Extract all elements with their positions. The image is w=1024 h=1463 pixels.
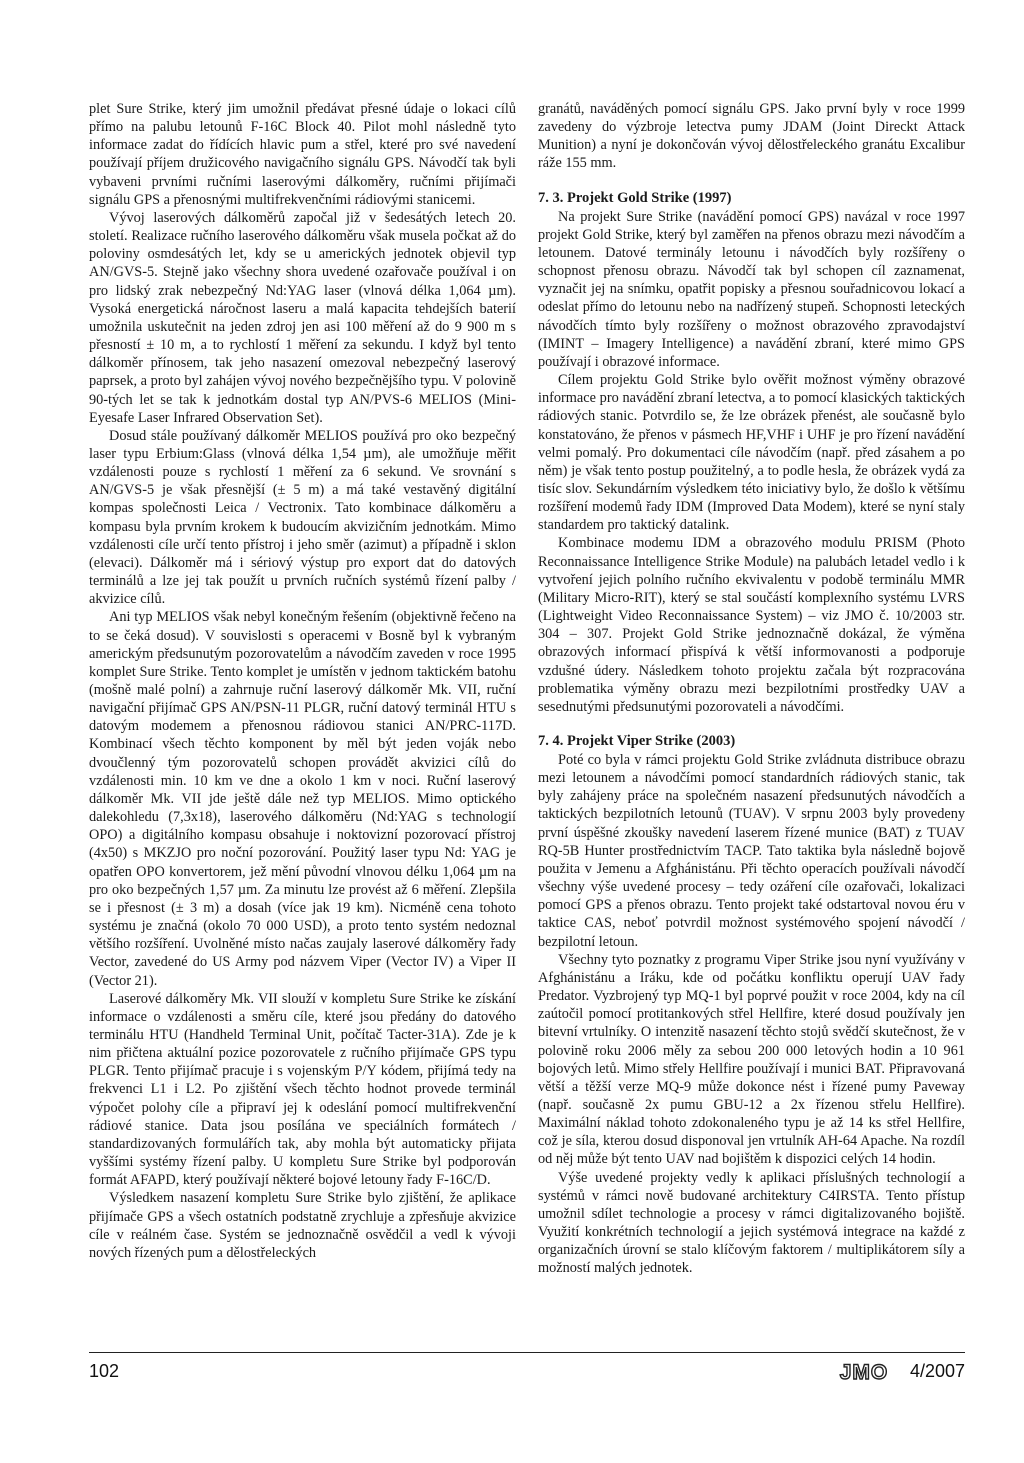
- page-number: 102: [89, 1361, 120, 1381]
- section-heading: 7. 4. Projekt Viper Strike (2003): [538, 733, 736, 749]
- paragraph: Cílem projektu Gold Strike bylo ověřit možnost výměny obrazové informace pro navádění zbraní letectva, a to pomocí klasických taktických rádiových stanic. Potvrdilo se, že lze obrázek přenést, ale současně bylo konstatováno, že přenos v pásmech HF,VHF i UHF je pro řízení navádění velmi pomalý. Pro dokumentaci cíle návodčím (např. před zásahem a po něm) je však tento postup použitelný, a to podle hesla, že obrázek vydá za tisíc slov. Sekundárním výsledkem této iniciativy bylo, že došlo k většímu rozšíření modemů řady IDM (Improved Data Modem), které se nyní staly standardem pro taktický datalink.: [538, 372, 965, 534]
- footer-divider: [89, 1352, 965, 1353]
- paragraph: Laserové dálkoměry Mk. VII slouží v kompletu Sure Strike ke získání informace o vzdálenosti a směru cíle, které jsou předány do datového terminálu HTU (Handheld Terminal Unit, počítač Tacter-31A). Zde je k nim přičtena aktuální pozice pozorovatele z ručního přijímače GPS typu PLGR. Tento přijímač pracuje i s vojenským P/Y kódem, přijímá tedy na frekvenci L1 i L2. Po zjištění všech těchto hodnot provede terminál výpočet polohy cíle a připraví jej k odeslání pomocí multifrekvenční rádiové stanice. Data jsou posílána ve speciálních formátech / standardizovaných formulářích tak, aby mohla být automaticky přijata vyššími systémy řízení palby. U kompletu Sure Strike byl podporován formát AFAPD, který používají některé bojové letouny řady F-16C/D.: [89, 990, 516, 1189]
- paragraph: Kombinace modemu IDM a obrazového modulu PRISM (Photo Reconnaissance Intelligence Strike Module) na palubách letadel vedlo i k vytvoření jejich polního ručního ekvivalentu v podobě terminálu MMR (Military Micro-RIT), který se stal součástí komplexního systému LVRS (Lightweight Video Reconnaissance System) – viz JMO č. 10/2003 str. 304 – 307. Projekt Gold Strike jednoznačně dokázal, že výměna obrazových informací přispívá k větší informovanosti a podporuje vzdušné údery. Následkem tohoto projektu začala být rozpracována problematika výměny obrazu mezi bezpilotními prostředky UAV a sesednutými předsunutými pozorovateli a návodčími.: [538, 535, 965, 715]
- paragraph: Výše uvedené projekty vedly k aplikaci příslušných technologií a systémů v rámci nově budované architektury C4IRSTA. Tento přístup umožnil sdílet technologie a procesy v rámci digitalizovaného bojiště. Využití konkrétních technologií a jejich systémová integrace na každé z organizačních úrovní se stalo klíčovým faktorem / multiplikátorem síly a možností malých jednotek.: [538, 1169, 965, 1277]
- jmo-logo: [830, 1360, 898, 1384]
- paragraph: Vývoj laserových dálkoměrů započal již v šedesátých letech 20. století. Realizace ručního laserového dálkoměru však musela počkat až do poloviny osmdesátých let, kdy se u amerických jednotek objevil typ AN/GVS-5. Stejně jako všechny shora uvedené ozařovače používal i on pro lidský zrak nebezpečný Nd:YAG laser (vlnová délka 1,064 µm). Vysoká energetická náročnost laseru a malá kapacita tehdejších baterií umožnila uskutečnit na jeden zdroj jen asi 100 měření až do 9 900 m s přesností ± 10 m, a to rychlostí 1 měření za sekundu. I když byl tento dálkoměr přínosem, tak jeho nasazení omezoval nebezpečný laserový paprsek, a proto byl zahájen vývoj nového bezpečnějšího typu. V polovině 90-tých let se tak k jednotkám dostal typ AN/PVS-6 MELIOS (Mini-Eyesafe Laser Infrared Observation Set).: [89, 209, 516, 426]
- right-column: [538, 100, 965, 1278]
- left-column: [89, 100, 516, 1262]
- paragraph: plet Sure Strike, který jim umožnil předávat přesné údaje o lokaci cílů přímo na palubu letounů F-16C Block 40. Pilot mohl následně tyto informace zadat do řídících hlavic pum a střel, které pro své navedení používají příjem družicového navigačního signálu GPS. Návodčí tak byli vybaveni prvními ručními laserovými dálkoměry, ručními přijímači signálu GPS a přenosnými multifrekvenčními rádiovými stanicemi.: [89, 101, 516, 208]
- paragraph: Výsledkem nasazení kompletu Sure Strike bylo zjištění, že aplikace přijímače GPS a všech ostatních podstatně zrychluje a zpřesňuje akvizice cíle v reálném čase. Systém se jednoznačně osvědčil a vedl k vývoji nových řízených pum a dělostřeleckých: [89, 1190, 516, 1261]
- section-heading: 7. 3. Projekt Gold Strike (1997): [538, 189, 732, 206]
- paragraph: Všechny tyto poznatky z programu Viper Strike jsou nyní využívány v Afghánistánu a Iráku, kde od počátku konfliktu operují UAV řady Predator. Vyzbrojený typ MQ-1 byl poprvé použit v roce 2004, kdy na cíl zaútočil pomocí protitankových střel Hellfire, které dosud používaly jen bitevní vrtulníky. O intenzitě nasazení těchto stojů svědčí skutečnost, že v polovině roku 2006 měly za sebou 200 000 letových hodin a 10 961 bojových letů. Mimo střely Hellfire používají i munici BAT. Připravovaná větší a těžší verze MQ-9 může dokonce nést i řízené pumy Paveway (např. současně 2x pumu GBU-12 a 2x řízenou střelu Hellfire). Maximální náklad tohoto zdokonaleného typu je až 14 ks střel Hellfire, což je síla, kterou dosud disponoval jen vrtulník AH-64 Apache. Na rozdíl od něj může být tento UAV nad bojištěm k dispozici celých 14 hodin.: [538, 951, 965, 1168]
- paragraph: Poté co byla v rámci projektu Gold Strike zvládnuta distribuce obrazu mezi letounem a návodčími pomocí standardních rádiových stanic, tak byly zahájeny práce na společném nasazení předsunutých návodčích a taktických bezpilotních letounů (TUAV). V srpnu 2003 byly provedeny první úspěšné zkoušky navedení laserem řízené munice (BAT) z TUAV RQ-5B Hunter prostřednictvím TACP. Tato taktika byla následně bojově použita v Jemenu a Afghánistánu. Při těchto operacích používali návodčí všechny výše uvedené procesy – tedy ozáření cíle ozařovači, lokalizaci pomocí GPS a přenos obrazu. Tento projekt také odstartoval novou éru v taktice CAS, neboť potvrdil možnost systémového spojení návodčí / bezpilotní letoun.: [538, 752, 965, 950]
- paragraph: Na projekt Sure Strike (navádění pomocí GPS) navázal v roce 1997 projekt Gold Strike, který byl zaměřen na přenos obrazu mezi návodčím a letounem. Datové terminály letounu i návodčích byly rozšířeny o schopnost přenosu obrazu. Návodčí tak byl schopen cíl zaznamenat, vyznačit jej na snímku, opatřit popisky a přesnou souřadnicovou lokací a odeslat přímo do letounu nebo na nadřízený stupeň. Schopnosti leteckých návodčích tímto byly rozšířeny o možnost obrazového zpravodajství (IMINT – Imagery Intelligence) a navádění zbraní, které mimo GPS používají i obrazové informace.: [538, 208, 965, 370]
- svg-text:JMO: JMO: [839, 1361, 889, 1384]
- paragraph: granátů, naváděných pomocí signálu GPS. Jako první byly v roce 1999 zavedeny do výzbroje letectva pumy JDAM (Joint Direckt Attack Munition) a nyní je dokončován vývoj dělostřeleckého granátu Excalibur ráže 155 mm.: [538, 101, 965, 172]
- paragraph: Dosud stále používaný dálkoměr MELIOS používá pro oko bezpečný laser typu Erbium:Glass (vlnová délka 1,54 µm), ale umožňuje měřit vzdálenosti pouze s rychlostí 1 měření za 6 sekund. Ve srovnání s AN/GVS-5 je však přesnější (± 5 m) a má také vestavěný digitální kompas společnosti Leica / Vectronix. Tato kombinace dálkoměru a kompasu byla prvním krokem k budoucím akvizičním jednotkám. Mimo vzdálenosti cíle určí tento přístroj i jeho směr (azimut) a případně i sklon (elevaci). Dálkoměr má i sériový výstup pro export dat do datových terminálů a lze jej tak použít u prvních ručních systémů řízení palby / akvizice cílů.: [89, 427, 516, 608]
- issue-number: 4/2007: [909, 1361, 965, 1381]
- paragraph: Ani typ MELIOS však nebyl konečným řešením (objektivně řečeno na to se čeká dosud). V souvislosti s operacemi v Bosně byl k vybraným americkým předsunutým pozorovatelům a návodčím zaveden v roce 1995 komplet Sure Strike. Tento komplet je umístěn v jednom taktickém batohu (mošně malé polní) a zahrnuje ruční laserový dálkoměr Mk. VII, ruční navigační přijímač GPS AN/PSN-11 PLGR, ruční datový terminál HTU s datovým modemem a přenosnou rádiovou stanici AN/PRC-117D. Kombinací všech těchto komponent by měl být jeden voják nebo dvoučlenný tým pozorovatelů schopen provádět akvizici cílů do vzdálenosti min. 10 km ve dne a okolo 1 km v noci. Ruční laserový dálkoměr Mk. VII jde ještě dále než typ MELIOS. Mimo optického dalekohledu (7,3x18), laserového dálkoměru (Nd:YAG s technologií OPO) a digitálního kompasu obsahuje i noktovizní pozorovací přístroj (4x50) s MKZJO pro noční pozorování. Použitý laser typu Nd: YAG je opatřen OPO konvertorem, jež mění původní vlnovou délku 1,064 µm na pro oko bezpečných 1,57 µm. Za minutu lze provést až 6 měření. Zlepšila se i přesnost (± 3 m) a dosah (více jak 19 km). Nicméně cena tohoto systému je značná (okolo 70 000 USD), a proto tento systém nedoznal většího rozšíření. Uvolněné místo načas zaujaly laserové dálkoměry řady Vector, zavedené do US Army pod názvem Viper (Vector IV) a Viper II (Vector 21).: [89, 609, 516, 989]
